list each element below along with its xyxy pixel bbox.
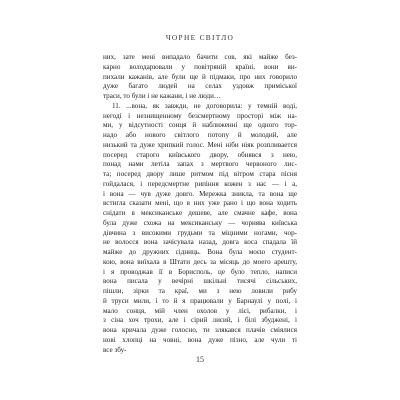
text-line: не волосся вона зачісувала назад, довга коса спадала їй [103,238,297,247]
text-line: встигла сказати мені, що в них уже рано і що вона ходить [103,199,297,208]
text-line: карно володарювали у повітряній країні, вони ви- [103,62,297,71]
text-line: гойдалася, і передсмертне рипіння кожен з нас — і а, [103,179,297,188]
text-line: посеред старого київського двору, обнявся з нею, [103,150,297,159]
text-line: пішли, зірки та краї, ми з нею ловили рибу [103,287,297,295]
text-line: надо абo нового світлого потопу й молодий, але [103,131,297,139]
text-line: понад нами летіла запах з мертвого червоного лис- [103,160,297,169]
text-line: снідати в мексиканськe дешеве, але смачне кафе, вона [103,209,297,217]
text-line: з сіна хоч трохи, але і сірий лисий, і білі збуджені, і [103,316,297,325]
text-line: майже до дружних сідниць. Вона була моєю студент- [103,248,297,256]
text-line: та; посеред двору лише ритмом під вітром стара пісня [103,170,297,178]
text-line: 11. ...вона, як завжди, не договорила: у темній воді, [112,101,297,110]
text-line: ми, у відсутності сонця й наближенні ще одного тор- [103,121,297,130]
text-line: мало сонця, мій член охолов у лісі, рибалки, і [103,306,297,315]
text-line: траси, то були і не кажани, і не люди… [103,92,221,100]
text-line: була дуже схожа на мексиканську — чорнява київська [103,218,297,227]
text-line: нові хлопці на човні, вона дуже пізно, але чули ті [103,335,297,344]
text-line: кою, вона виїхала в Штати десь за місяць до моего арешту, [103,257,297,266]
text-line: дуже багато людей на селах уздовж приміської [103,82,297,91]
text-line: пихали кажанів, але були ще й підмаки, про них говорило [103,72,297,81]
text-line: негоді і незнищенному безсмертному просторі між на- [103,111,297,120]
text-line: і вона — чув дуже довго. Мережка зникла, та вона ще [103,189,297,198]
body-text [103,53,297,355]
running-head: ЧОРНЕ СВІТЛО [165,33,235,42]
text-line: й труси мили, і то й я працювали у Барнаулі у полі, і [103,296,297,305]
text-line: низький та дуже хрипкий голос. Мені ніби ніяк розпливается [103,140,297,149]
text-line: дівчина з високими грудьми та міцними ногами, чор- [103,228,297,237]
text-line: все збу- [103,345,127,354]
text-line: них, зате мені випадало бачити сов, які майже без- [103,53,297,61]
text-line: і я проводжав її в Борисполь, це було тепло, написи [103,267,297,276]
page-number: 15 [196,355,204,364]
text-line: вона писала у вечірні шкільні тисячі сільських, [103,277,297,286]
text-line: вона кричала дуже голосно, ти злякався плачів сміялися [103,326,297,334]
